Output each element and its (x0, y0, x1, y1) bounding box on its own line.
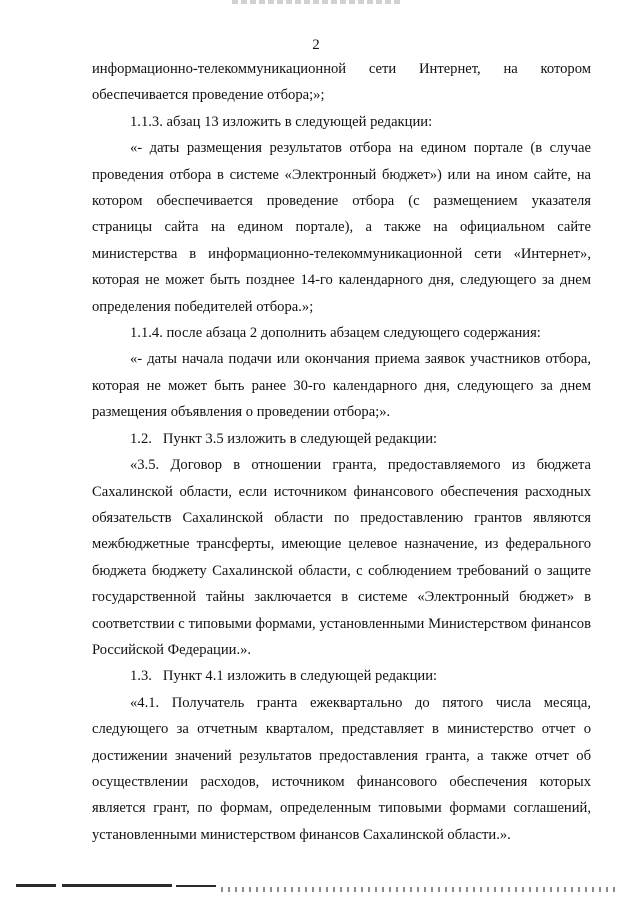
paragraph: информационно-телекоммуникационной сети Интернет, на котором обеспечивается проведение отбора;»; (92, 61, 591, 104)
paragraph: «3.5. Договор в отношении гранта, предоставляемого из бюджета Сахалинской области, если источником финансового обеспечения расходных обязательств Сахалинской области по предоставлению грантов являются межбюджетные трансферты, имеющие целевое назначение, из федерального бюджета бюджету Сахалинской области, с соблюдением требований о защите государственной тайны заключается в системе «Электронный бюджет» в соответствии с типовыми формами, установленными Министерством финансов Российской Федерации.». (92, 457, 591, 658)
scan-artifact-bottom (16, 884, 622, 896)
document-body (92, 56, 591, 848)
paragraph: 1.1.4. после абзаца 2 дополнить абзацем следующего содержания: (130, 325, 541, 342)
paragraph: 1.2. Пункт 3.5 изложить в следующей редакции: (130, 430, 438, 447)
page-number: 2 (312, 37, 320, 53)
paragraph: 1.1.3. абзац 13 изложить в следующей редакции: (130, 113, 433, 130)
paragraph: 1.3. Пункт 4.1 изложить в следующей редакции: (130, 668, 438, 685)
paragraph: «- даты начала подачи или окончания приема заявок участников отбора, которая не может быть ранее 30-го календарного дня, следующего за днем размещения объявления о проведении отбора;». (92, 351, 591, 421)
paragraph: «4.1. Получатель гранта ежеквартально до пятого числа месяца, следующего за отчетным кварталом, представляет в министерство отчет о достижении значений результатов предоставления гранта, а также отчет об осуществлении расходов, источником финансового обеспечения которых является грант, по формам, определенным типовыми формами соглашений, установленными министерством финансов Сахалинской области.». (92, 694, 591, 843)
scan-artifact-top (232, 0, 400, 4)
paragraph: «- даты размещения результатов отбора на едином портале (в случае проведения отбора в системе «Электронный бюджет») или на ином сайте, на котором обеспечивается проведение отбора (с размещением указателя страницы сайта на едином портале), а также на официальном сайте министерства в информационно-телекоммуникационной сети «Интернет», которая не может быть позднее 14-го календарного дня, следующего за днем определения победителей отбора.»; (92, 140, 591, 315)
